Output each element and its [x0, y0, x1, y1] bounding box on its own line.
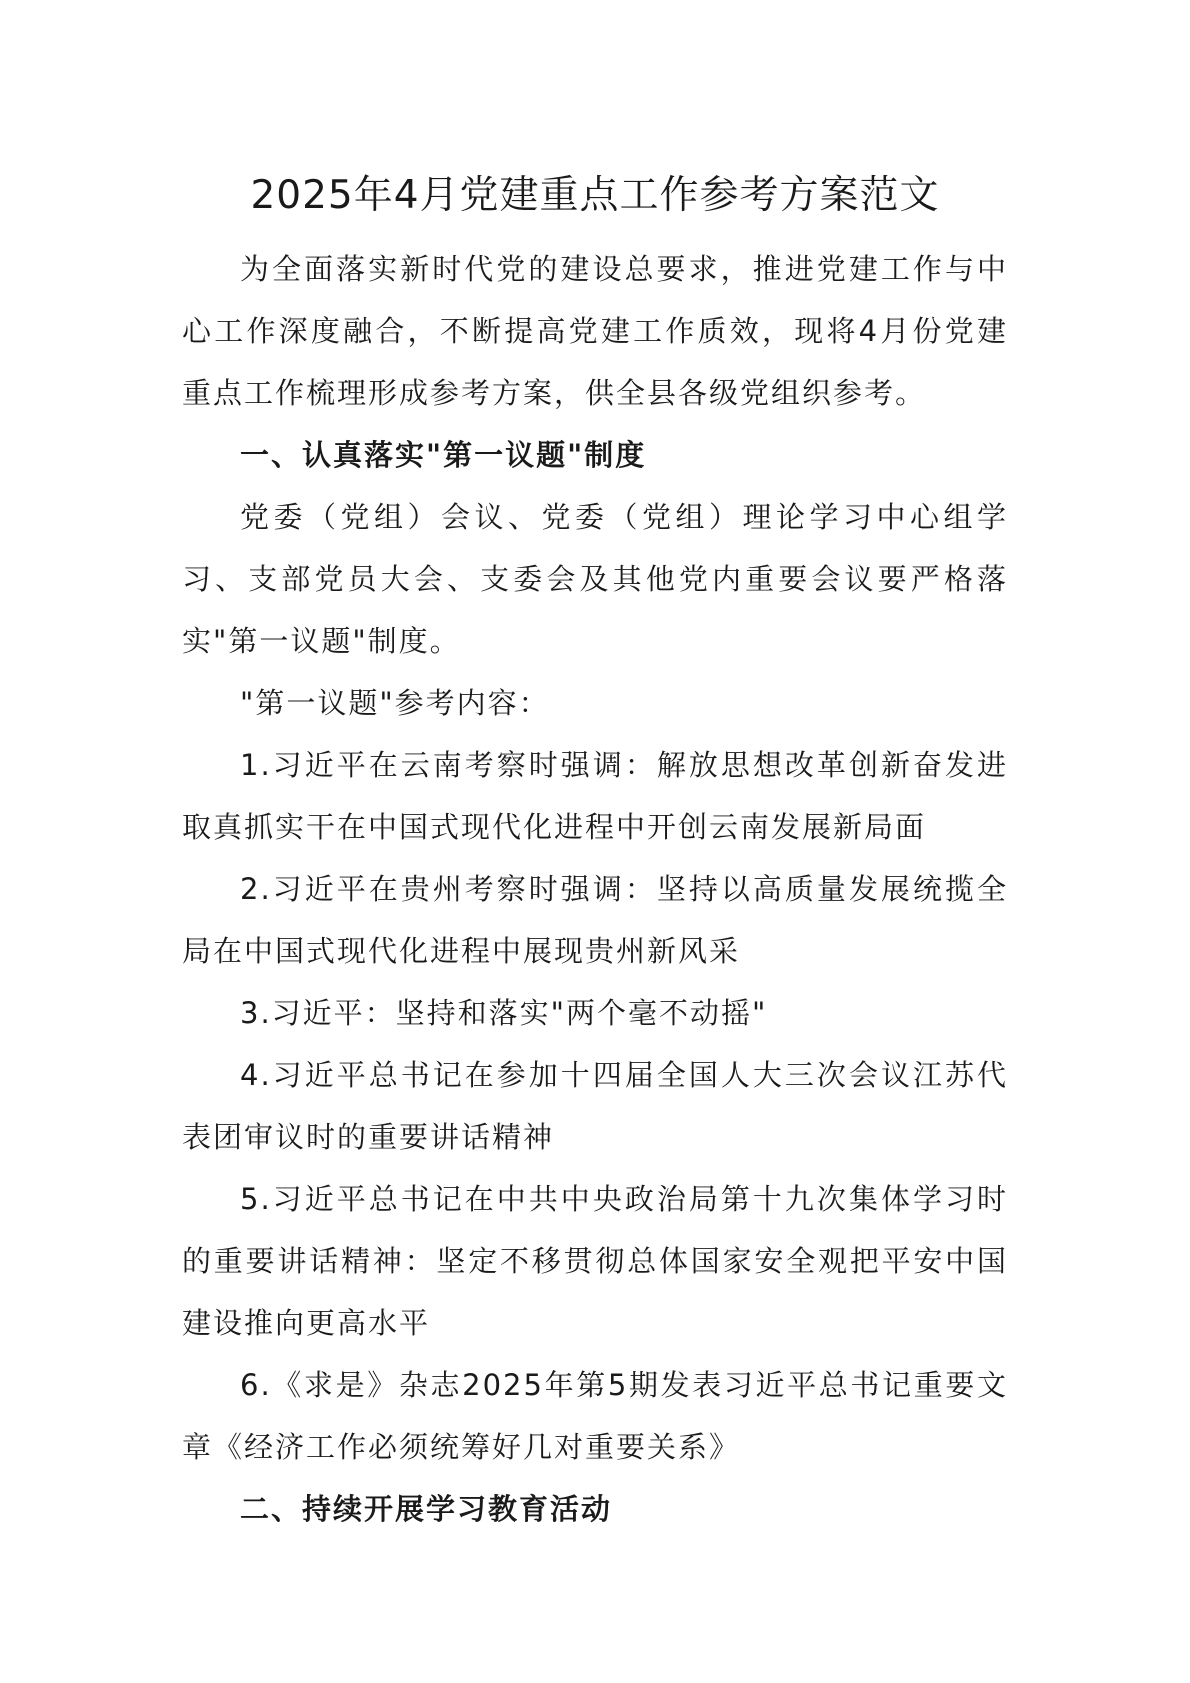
document-body: [182, 238, 1008, 1540]
list-intro: "第一议题"参考内容：: [240, 686, 550, 720]
list-item-5: 5.习近平总书记在中共中央政治局第十九次集体学习时的重要讲话精神：坚定不移贯彻总体国家安全观把平安中国建设推向更高水平: [182, 1182, 1008, 1340]
list-item-2: 2.习近平在贵州考察时强调：坚持以高质量发展统揽全局在中国式现代化进程中展现贵州新风采: [182, 872, 1008, 968]
document-title: 2025年4月党建重点工作参考方案范文: [250, 173, 940, 218]
list-item-3: 3.习近平：坚持和落实"两个毫不动摇": [240, 996, 768, 1030]
body-paragraph: 党委（党组）会议、党委（党组）理论学习中心组学习、支部党员大会、支委会及其他党内重要会议要严格落实"第一议题"制度。: [182, 500, 1008, 658]
intro-paragraph: 为全面落实新时代党的建设总要求，推进党建工作与中心工作深度融合，不断提高党建工作质效，现将4月份党建重点工作梳理形成参考方案，供全县各级党组织参考。: [182, 252, 1008, 410]
section-heading-2: 二、持续开展学习教育活动: [240, 1492, 613, 1526]
list-item-6: 6.《求是》杂志2025年第5期发表习近平总书记重要文章《经济工作必须统筹好几对重要关系》: [182, 1368, 1008, 1464]
section-heading-1: 一、认真落实"第一议题"制度: [240, 438, 647, 472]
list-item-4: 4.习近平总书记在参加十四届全国人大三次会议江苏代表团审议时的重要讲话精神: [182, 1058, 1008, 1154]
list-item-1: 1.习近平在云南考察时强调：解放思想改革创新奋发进取真抓实干在中国式现代化进程中开创云南发展新局面: [182, 748, 1008, 844]
